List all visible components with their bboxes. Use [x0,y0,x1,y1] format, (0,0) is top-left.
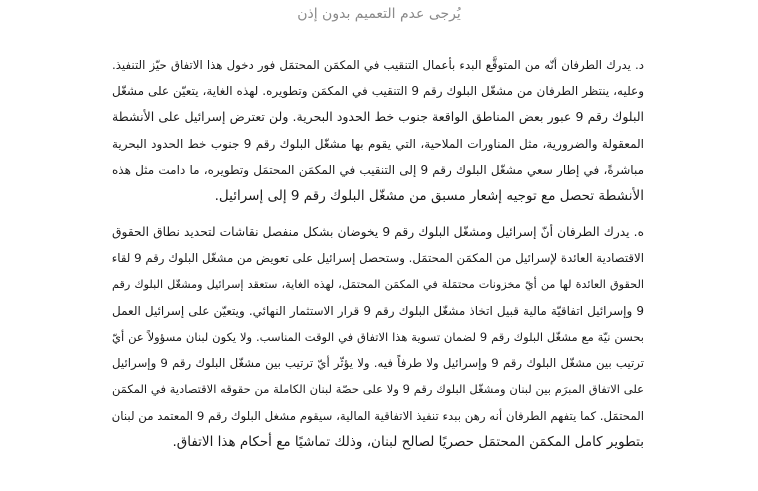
paragraph-h-line: 9 وإسرائيل اتفاقيّة مالية قبيل اتخاذ مشغّل البلوك رقم 9 قرار الاستثمار النهائي. ويتعيّن على إسرائيل العمل [112,303,644,318]
paragraph-d [112,52,644,209]
paragraph-d-line: وعليه، ينتظر الطرفان من مشغّل البلوك رقم 9 التنقيب في المكمَن وتطويره. لهذه الغاية، يتعيّن على مشغّل [112,84,644,99]
paragraph-h-line: المحتمَل. كما يتفهم الطرفان أنه رهن ببدء تنفيذ الاتفاقية المالية، سيقوم مشغل البلوك رقم 9 المعتمد من لبنان [112,408,644,423]
paragraph-d-line: د. يدرك الطرفان أنّه من المتوقَّع البدء بأعمال التنقيب في المكمَن المحتمَل فور دخول هذا الاتفاق حيّز التنفيذ. [112,58,644,72]
paragraph-h-line: بتطوير كامل المكمَن المحتمَل حصريًا لصالح لبنان، وذلك تماشيًا مع أحكام هذا الاتفاق. [172,433,644,450]
paragraph-d-line: البلوك رقم 9 عبور بعض المناطق الواقعة جنوب خط الحدود البحرية. ولن تعترض إسرائيل على الأنشطة [112,109,644,125]
paragraph-d-line: الأنشطة تحصل مع توجيه إشعار مسبق من مشغّل البلوك رقم 9 إلى إسرائيل. [214,188,644,205]
paragraph-h-line: ترتيب بين مشغّل البلوك رقم 9 وإسرائيل ولا طرفاً فيه. ولا يؤثّر أيّ ترتيب بين مشغّل البلوك رقم 9 وإسرائيل [112,356,644,371]
paragraph-h-line: على الاتفاق المبرَم بين لبنان ومشغّل البلوك رقم 9 ولا على حصّة لبنان الكاملة من حقوقه الاقتصادية في المكمَن [112,382,644,397]
paragraph-h-line: بحسن نيّة مع مشغّل البلوك رقم 9 لضمان تسوية هذا الاتفاق في الوقت المناسب. ولا يكون لبنان مسؤولاً عن أيّ [112,330,644,345]
paragraph-h [112,219,644,455]
paragraph-h-line: الحقوق العائدة لها من أيّ مخزونات محتمَلة في المكمَن المحتمَل، لهذه الغاية، ستعقد إسرائيل ومشغّل البلوك رقم [112,277,644,291]
paragraph-d-line: المعقولة والضرورية، مثل المناورات الملاحية، التي يقوم بها مشغّل البلوك رقم 9 جنوب خط الحدود البحرية [112,136,644,151]
paragraph-d-line: مباشرةً، في إطار سعي مشغّل البلوك رقم 9 إلى التنقيب في المكمَن المحتمَل وتطويره، ما دامت مثل هذه [112,162,644,177]
header-note: يُرجى عدم التعميم بدون إذن [297,6,461,22]
paragraph-h-line: الاقتصادية العائدة لإسرائيل من المكمَن المحتمَل. وستحصل إسرائيل على تعويض من مشغّل البلوك رقم 9 لقاء [112,251,644,266]
paragraph-h-line: ه. يدرك الطرفان أنّ إسرائيل ومشغّل البلوك رقم 9 يخوضان بشكل منفصل نقاشات لتحديد نطاق الحقوق [112,225,644,240]
document-body [112,52,644,455]
